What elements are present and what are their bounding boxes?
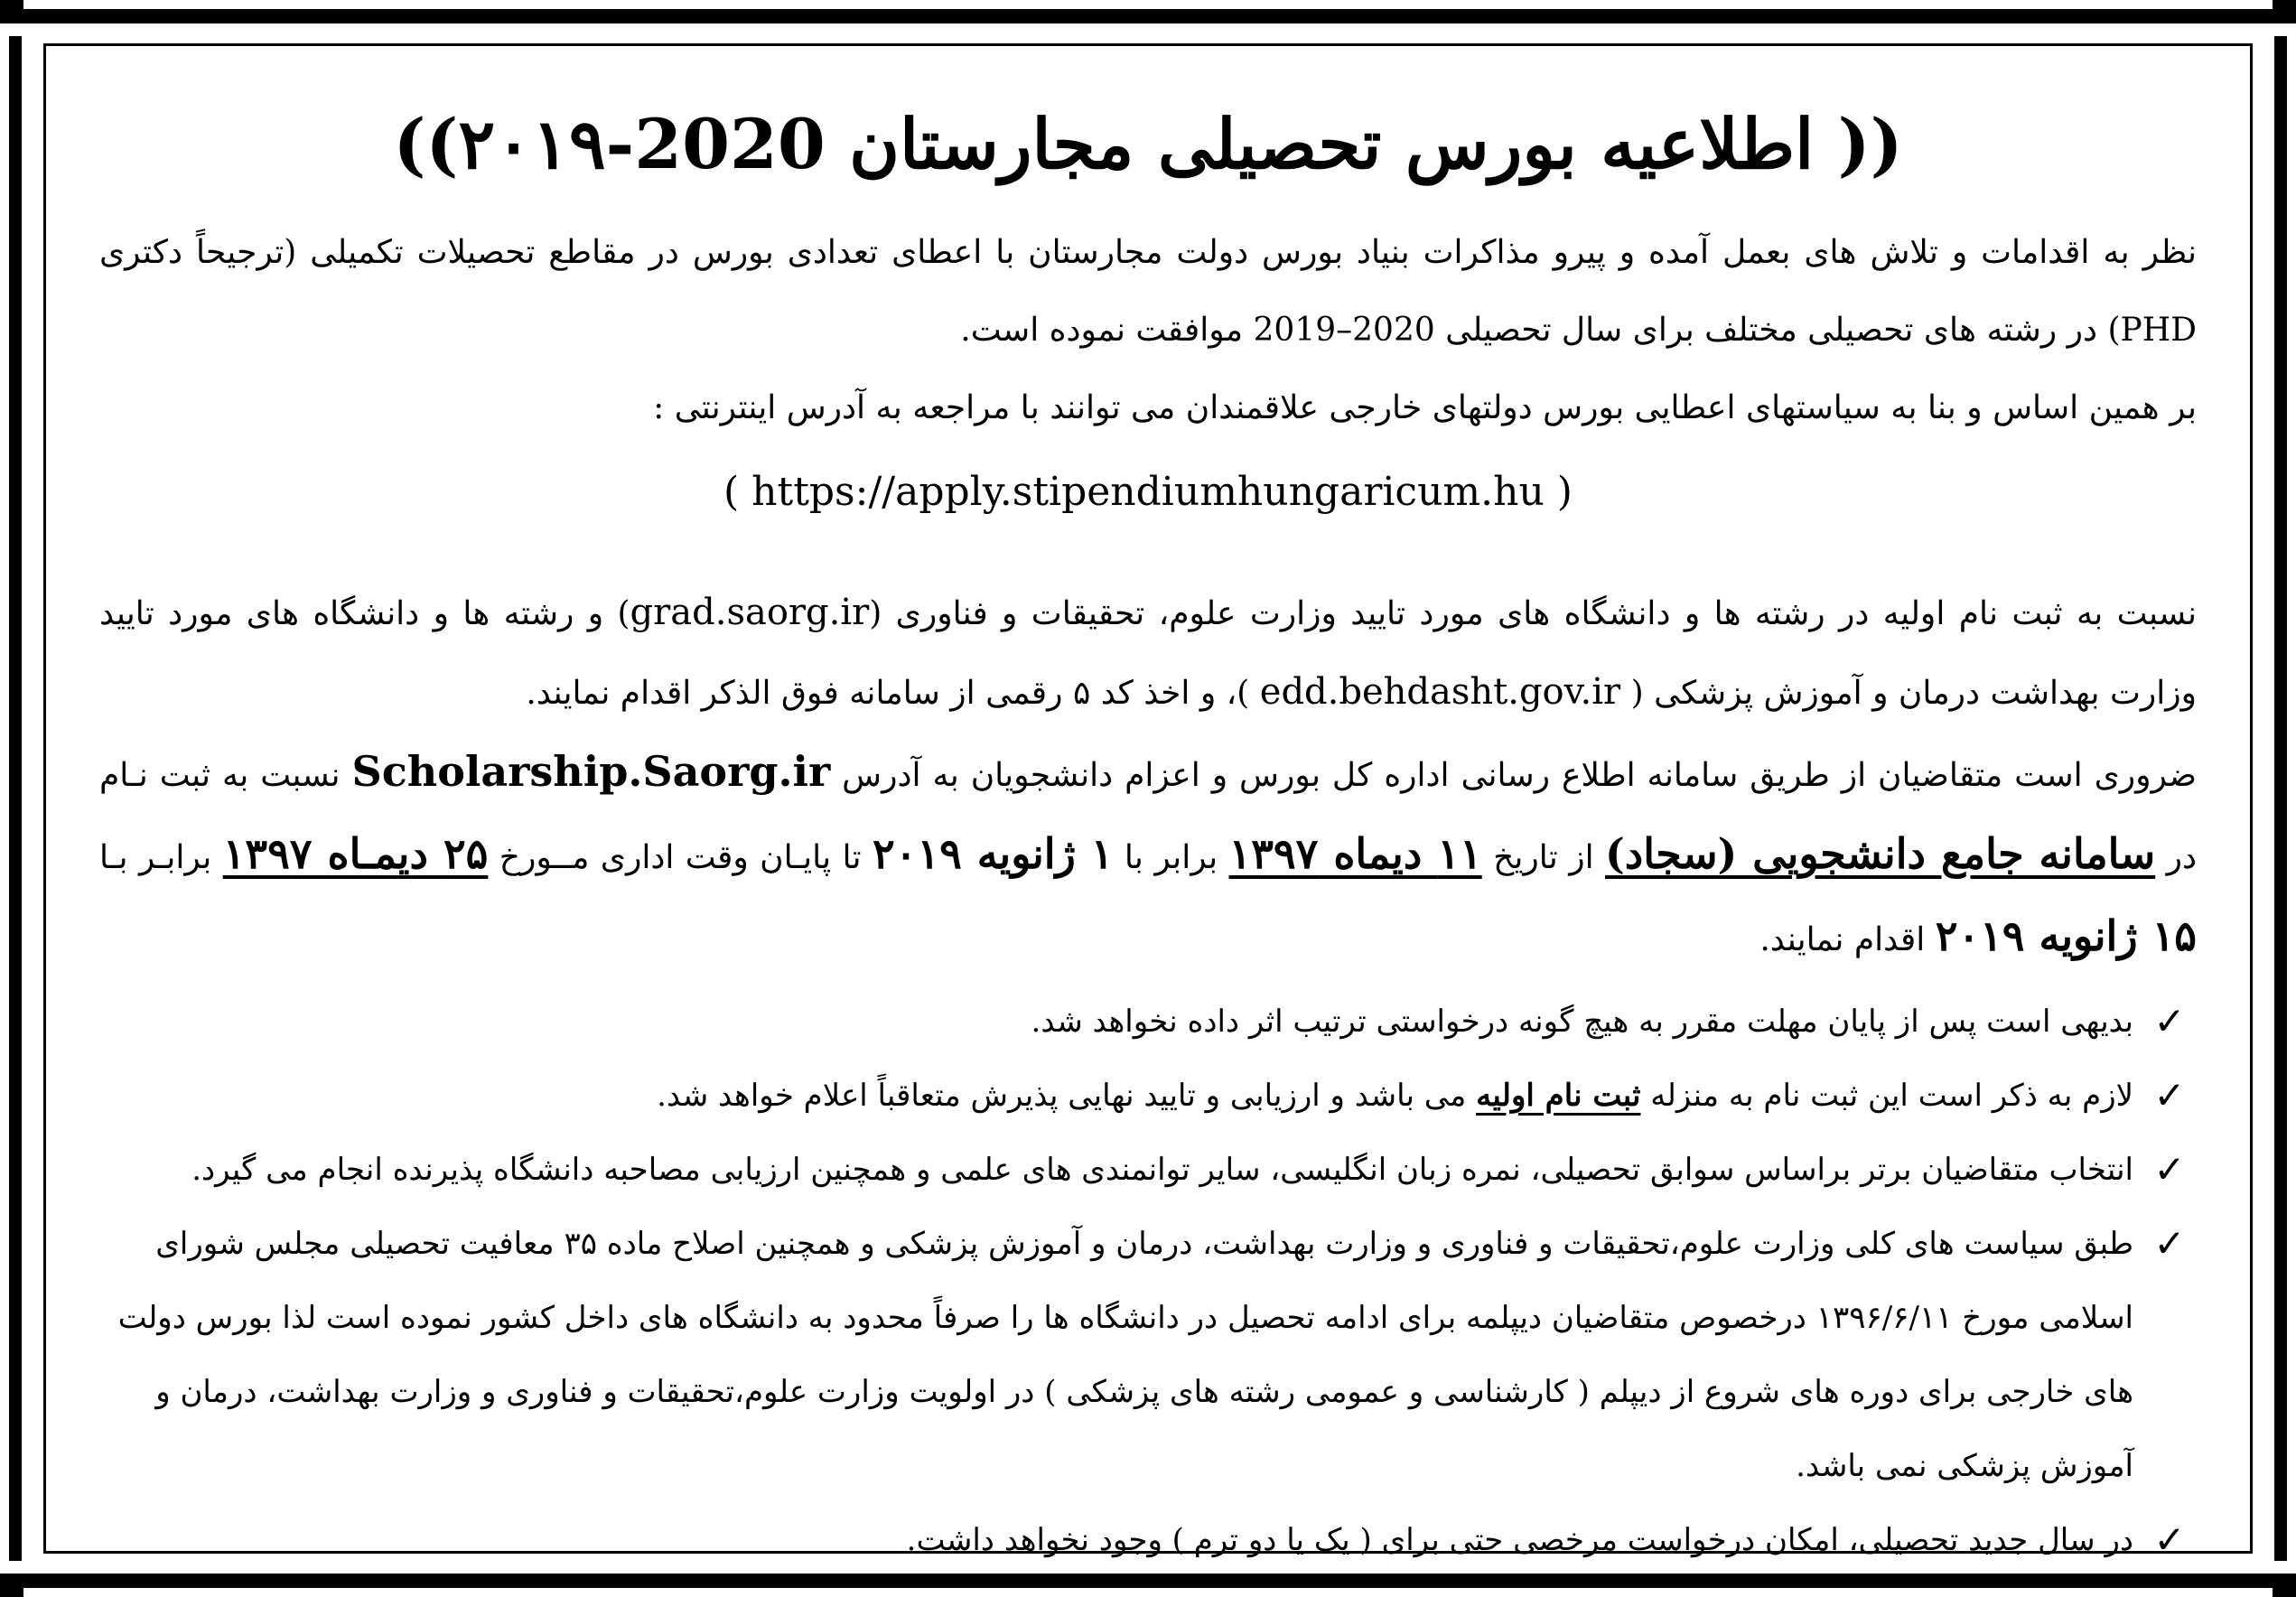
checkmark-icon: ✓ [2153, 999, 2186, 1043]
note-text-post: می باشد و ارزیابی و تایید نهایی پذیرش متعاقباً اعلام خواهد شد. [657, 1078, 1467, 1114]
frame-corner-top-right [2273, 0, 2296, 23]
checkmark-icon: ✓ [2153, 1518, 2186, 1562]
frame-right-bar [2274, 36, 2287, 1561]
note-text: بدیهی است پس از پایان مهلت مقرر به هیچ گونه درخواستی ترتیب اثر داده نخواهد شد. [1031, 1004, 2133, 1040]
registration-paragraph [99, 574, 2197, 733]
deadline-text-2: نسبت به ثبت نـام در [99, 757, 2198, 876]
sajad-system: سامانه جامع دانشجویی (سجاد) [1605, 829, 2156, 878]
registration-text-1: نسبت به ثبت نام اولیه در رشته ها و دانشگاه های مورد تایید وزارت علوم، تحقیقات و فناوری ( [869, 595, 2197, 632]
intro-line-3: بر همین اساس و بنا به سیاستهای اعطایی بورس دولتهای خارجی علاقمندان می توانند با مراجعه به آدرس اینترنتی : [653, 389, 2197, 426]
deadline-text-7: اقدام نمایند. [1759, 921, 1926, 958]
checkmark-icon: ✓ [2153, 1221, 2186, 1265]
grad-saorg-link[interactable]: grad.saorg.ir [630, 592, 870, 633]
note-text-pre: لازم به ذکر است این ثبت نام به منزله [1650, 1078, 2133, 1114]
intro-paragraph [99, 214, 2197, 447]
frame-corner-bottom-left [0, 1574, 23, 1597]
notice-title: (( اطلاعیه بورس تحصیلی مجارستان 2020-۲۰۱۹)) [393, 104, 1903, 184]
registration-text-2: ) و رشته ها و دانشگاه های مورد تایید وزارت بهداشت درمان و آموزش پزشکی ( [99, 595, 2197, 712]
note-item [99, 1059, 2197, 1133]
end-date-gregorian: ۱۵ ژانویه ۲۰۱۹ [1935, 911, 2197, 960]
deadline-text-3: از تاریخ [1493, 839, 1594, 876]
note-text: در سال جدید تحصیلی، امکان درخواست مرخصی حتی برای ( یک یا دو ترم ) وجود نخواهد داشت. [906, 1522, 2133, 1558]
notice-content [99, 95, 2198, 1562]
note-text: انتخاب متقاضیان برتر براساس سوابق تحصیلی، نمره زبان انگلیسی، سایر توانمندی های علمی و همچنین ارزیابی مصاحبه دانشگاه پذیرنده انجام می گیرد. [191, 1152, 2133, 1188]
scholarship-saorg-link[interactable]: Scholarship.Saorg.ir [351, 747, 831, 796]
deadline-paragraph [99, 733, 2197, 979]
notes-list [99, 985, 2197, 1577]
end-date-persian: ۲۵ دیمـاه ۱۳۹۷ [222, 829, 489, 878]
deadline-text-4: برابر با [1124, 839, 1218, 876]
edd-behdasht-link[interactable]: edd.behdasht.gov.ir [1259, 671, 1621, 713]
intro-line-2: PHD) در رشته های تحصیلی مختلف برای سال تحصیلی 2020–2019 موافقت نموده است. [960, 312, 2197, 349]
initial-registration-emphasis: ثبت نام اولیه [1476, 1078, 1641, 1114]
frame-left-bar [9, 36, 22, 1561]
note-item [99, 1503, 2197, 1577]
note-item [99, 1133, 2197, 1207]
checkmark-icon: ✓ [2153, 1147, 2186, 1191]
note-text: طبق سیاست های کلی وزارت علوم،تحقیقات و فناوری و وزارت بهداشت، درمان و آموزش پزشکی و همچنین اصلاح ماده ۳۵ معافیت تحصیلی مجلس شورای اسلامی مورخ ۱۳۹۶/۶/۱۱ درخصوص متقاضیان دیپلمه برای ادامه تحصیل در دانشگاه ها را صرفاً محدود به دانشگاه های داخل کشور نموده است لذا بورس دولت های خارجی برای دوره های شروع از دیپلم ( کارشناسی و عمومی رشته های پزشکی ) در اولویت وزارت علوم،تحقیقات و فناوری و وزارت بهداشت، درمان و آموزش پزشکی نمی باشد. [117, 1226, 2133, 1484]
intro-line-1: نظر به اقدامات و تلاش های بعمل آمده و پیرو مذاکرات بنیاد بورس دولت مجارستان با اعطای تعدادی بورس در مقاطع تحصیلات تکمیلی (ترجیحاً دکتری [99, 234, 2197, 271]
deadline-text-6: برابـر بـا [99, 839, 212, 876]
start-date-gregorian: ۱ ژانویه ۲۰۱۹ [872, 829, 1114, 878]
start-date-persian: ۱۱ دیماه ۱۳۹۷ [1228, 829, 1482, 878]
frame-corner-bottom-right [2273, 1574, 2296, 1597]
deadline-text-1: ضروری است متقاضیان از طریق سامانه اطلاع رسانی اداره کل بورس و اعزام دانشجویان به آدرس [842, 757, 2197, 794]
application-url[interactable]: ( https://apply.stipendiumhungaricum.hu ) [723, 469, 1573, 515]
note-item [99, 1207, 2197, 1503]
registration-text-3: )، و اخذ کد ۵ رقمی از سامانه فوق الذکر اقدام نمایند. [526, 675, 1250, 712]
deadline-text-5: تا پایـان وقت اداری مــورخ [499, 839, 862, 876]
frame-corner-top-left [0, 0, 23, 23]
checkmark-icon: ✓ [2153, 1073, 2186, 1117]
note-item [99, 985, 2197, 1059]
